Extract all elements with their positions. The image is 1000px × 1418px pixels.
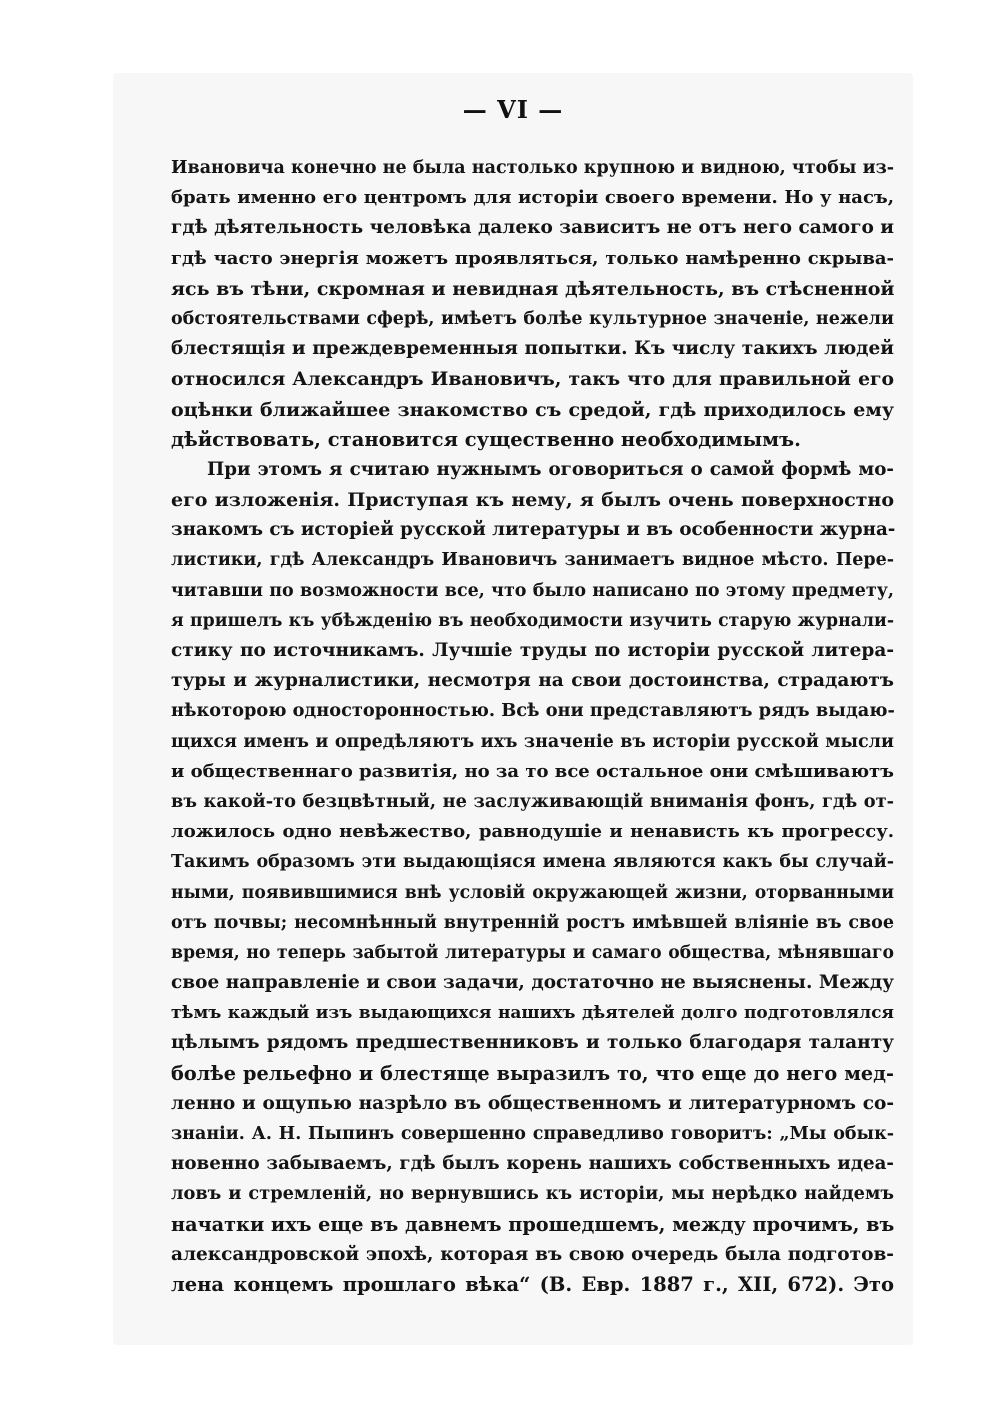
text-line: время, но теперь забытой литературы и самаго общества, мѣнявшаго <box>171 942 894 963</box>
text-line: дѣйствовать, становится существенно необходимымъ. <box>171 427 801 451</box>
text-line: Ивановича конечно не была настолько крупною и видною, чтобы из- <box>171 158 894 178</box>
text-line: щихся именъ и опредѣляютъ ихъ значеніе въ исторіи русской мысли <box>171 731 894 752</box>
book-page <box>113 73 913 1345</box>
paragraph-start-line: При этомъ я считаю нужнымъ оговориться о самой формѣ мо- <box>207 458 894 480</box>
text-line: тѣмъ каждый изъ выдающихся нашихъ дѣятелей долго подготовлялся <box>171 1003 894 1024</box>
text-line: ясь въ тѣни, скромная и невидная дѣятельность, въ стѣсненной <box>171 277 895 300</box>
text-line: начатки ихъ еще въ давнемъ прошедшемъ, между прочимъ, въ <box>171 1212 895 1236</box>
text-line: гдѣ часто энергія можетъ проявляться, только намѣренно скрыва- <box>171 247 894 269</box>
text-line: листики, гдѣ Александръ Ивановичъ занимаетъ видное мѣсто. Пере- <box>171 550 894 571</box>
text-line: оцѣнки ближайшее знакомство съ средой, гдѣ приходилось ему <box>171 398 894 421</box>
text-line: новенно забываемъ, гдѣ былъ корень нашихъ собственныхъ идеа- <box>171 1153 894 1175</box>
text-line: относился Александръ Ивановичъ, такъ что для правильной его <box>171 368 894 391</box>
text-line: болѣе рельефно и блестяще выразилъ то, что еще до него мед- <box>171 1061 894 1085</box>
text-line: ложилось одно невѣжество, равнодушіе и ненависть къ прогрессу. <box>171 821 894 843</box>
text-line: нѣкоторою односторонностью. Всѣ они представляютъ рядъ выдаю- <box>171 700 895 722</box>
text-line: свое направленіе и свои задачи, достаточно не выяснены. Между <box>171 972 894 994</box>
text-line: туры и журналистики, несмотря на свои достоинства, страдаютъ <box>171 670 894 692</box>
text-line: отъ почвы; несомнѣнный внутренній ростъ имѣвшей вліяніе въ свое <box>171 912 894 933</box>
text-line: брать именно его центромъ для исторіи своего времени. Но у насъ, <box>171 187 894 209</box>
text-line: ловъ и стремленій, но вернувшись къ исторіи, мы нерѣдко найдемъ <box>171 1183 894 1205</box>
text-line: знаніи. А. Н. Пыпинъ совершенно справедливо говоритъ: „Мы обык- <box>171 1124 894 1144</box>
text-line: обстоятельствами сферѣ, имѣетъ болѣе культурное значеніе, нежели <box>171 308 894 329</box>
page-number-header: — VI — <box>462 95 564 124</box>
body-text <box>171 153 894 1300</box>
text-line: гдѣ дѣятельность человѣка далеко зависитъ не отъ него самого и <box>171 217 894 239</box>
text-line: лена концемъ прошлаго вѣка“ (В. Евр. 1887 г., XII, 672). Это <box>171 1272 894 1296</box>
text-line: въ какой-то безцвѣтный, не заслуживающій вниманія фонъ, гдѣ от- <box>171 790 894 812</box>
text-line: его изложенія. Приступая къ нему, я былъ очень поверхностно <box>171 489 894 512</box>
text-line: читавши по возможности все, что было написано по этому предмету, <box>171 580 894 601</box>
text-line: знакомъ съ исторіей русской литературы и въ особенности журна- <box>171 519 896 541</box>
text-line: блестящія и преждевременныя попытки. Къ числу такихъ людей <box>171 338 894 360</box>
text-line: я пришелъ къ убѣжденію въ необходимости изучить старую журнали- <box>171 610 894 631</box>
text-line: стику по источникамъ. Лучшіе труды по исторіи русской литера- <box>171 640 894 661</box>
text-line: цѣлымъ рядомъ предшественниковъ и только благодаря таланту <box>171 1032 894 1054</box>
text-line: ными, появившимися внѣ условій окружающей жизни, оторванными <box>171 882 894 903</box>
text-line: александровской эпохѣ, которая въ свою очередь была подготов- <box>171 1243 894 1265</box>
text-line: Такимъ образомъ эти выдающіяся имена являются какъ бы случай- <box>171 852 894 873</box>
text-line: ленно и ощупью назрѣло въ общественномъ и литературномъ со- <box>171 1092 894 1114</box>
text-line: и общественнаго развитія, но за то все остальное они смѣшиваютъ <box>171 760 894 782</box>
